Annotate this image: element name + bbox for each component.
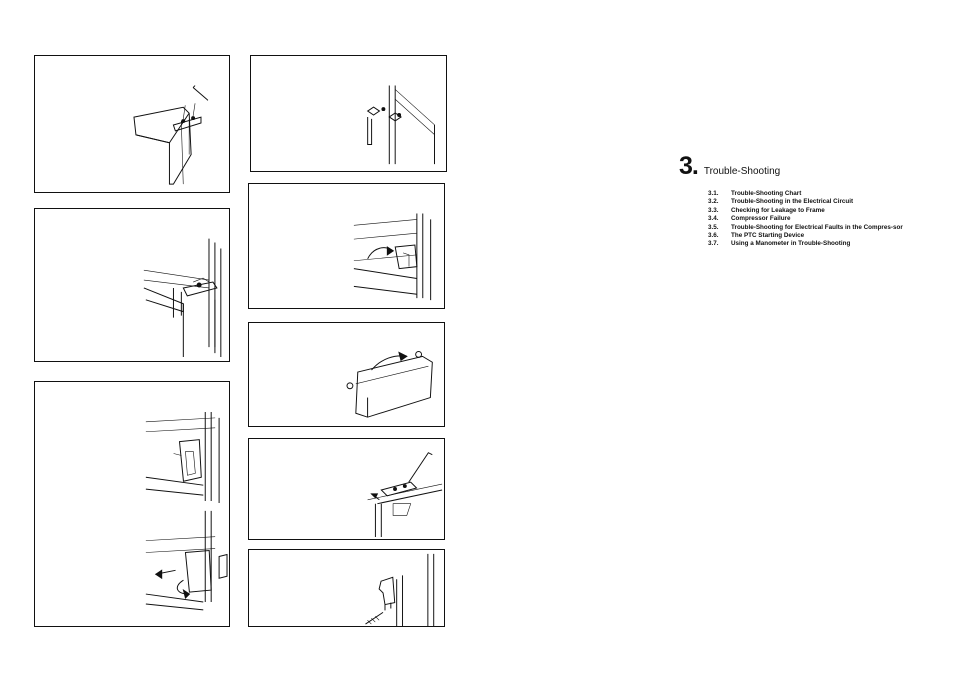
toc-item (708, 232, 908, 240)
illustration-remove-hinge-screws (34, 55, 230, 193)
illustration-lower-bracket (248, 183, 445, 309)
chapter-title: Trouble-Shooting (703, 166, 781, 177)
handle-screw-drawing (249, 550, 444, 626)
top-hinge-fit-drawing (249, 439, 444, 539)
door-lift-drawing (35, 209, 229, 361)
toc-text: Trouble-Shooting in the Electrical Circuit (731, 198, 854, 206)
toc-number: 3.7. (708, 240, 719, 248)
illustration-rotate-door (248, 322, 445, 427)
chapter-heading (679, 152, 780, 181)
toc-text: Checking for Leakage to Frame (731, 206, 825, 214)
illustration-fit-handle-screw (248, 549, 445, 627)
illustration-lift-door (34, 208, 230, 362)
chapter-number: 3. (679, 152, 698, 180)
toc-text: Using a Manometer in Trouble-Shooting (731, 240, 851, 248)
toc-number: 3.3. (708, 206, 719, 214)
toc-item (708, 240, 908, 248)
illustration-fit-top-hinge (248, 438, 445, 540)
toc-number: 3.1. (708, 190, 719, 197)
toc-item (708, 190, 908, 198)
toc-number: 3.5. (708, 223, 719, 231)
hinge-pin-drawing (251, 56, 446, 171)
lower-hinge-drawing (35, 382, 229, 626)
toc-item (708, 224, 908, 232)
lower-bracket-drawing (249, 184, 444, 308)
toc-text: Trouble-Shooting for Electrical Faults in the Compres-sor (731, 223, 903, 231)
door-rotate-drawing (249, 323, 444, 426)
toc-number: 3.4. (708, 215, 719, 223)
toc-item (708, 207, 908, 215)
toc-number: 3.2. (708, 198, 719, 206)
illustration-remove-lower-hinge (34, 381, 230, 627)
door-top-hinge-drawing (35, 56, 229, 192)
illustration-fit-hinge-pin (250, 55, 447, 172)
toc-text: Trouble-Shooting Chart (731, 190, 802, 197)
toc-item (708, 198, 908, 206)
toc-number: 3.6. (708, 232, 719, 240)
toc-text: Compressor Failure (731, 215, 791, 223)
toc-item (708, 215, 908, 223)
table-of-contents (708, 190, 908, 249)
toc-text: The PTC Starting Device (731, 232, 805, 240)
